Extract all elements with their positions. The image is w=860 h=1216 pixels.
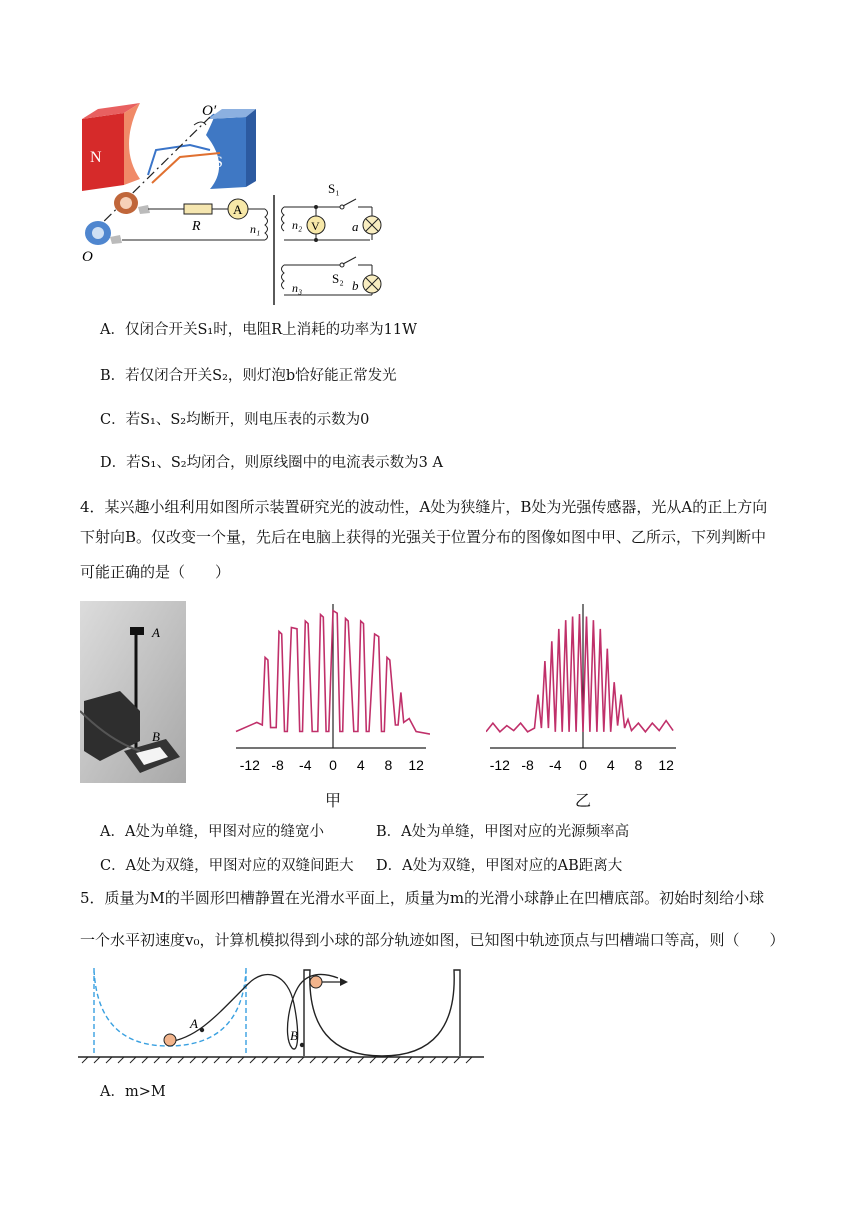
s-magnet [206, 114, 246, 189]
o-prime-label: O′ [202, 103, 217, 119]
yi-tick-label: 12 [658, 757, 674, 773]
n2-label: n₂ [292, 218, 303, 232]
photo-label-b: B [152, 729, 160, 744]
o-label: O [82, 249, 93, 265]
q4-stem-line3: 可能正确的是（ ） [80, 563, 231, 581]
q3-option-c[interactable]: C．若S₁、S₂均断开，则电压表的示数为0 [100, 412, 370, 428]
yi-tick-label: -8 [521, 757, 534, 773]
q5-option-a[interactable]: A．m>M [100, 1084, 166, 1100]
n3-label: n₃ [292, 281, 303, 295]
q4-stem-line1: 4．某兴趣小组利用如图所示装置研究光的波动性，A处为狭缝片，B处为光强传感器，光从A的正上方向 [80, 498, 768, 516]
trajectory-figure [78, 964, 484, 1066]
label-b: B [290, 1028, 298, 1043]
s2-label: S₂ [332, 271, 344, 286]
graph-yi [486, 600, 682, 780]
point-a [200, 1028, 204, 1032]
q3-option-d[interactable]: D．若S₁、S₂均闭合，则原线圈中的电流表示数为3 A [100, 455, 443, 471]
ball-initial [164, 1034, 176, 1046]
experiment-photo [80, 601, 186, 783]
graph-yi-caption: 乙 [575, 791, 592, 810]
point-b [300, 1043, 304, 1047]
r-label: R [192, 219, 201, 234]
q4-option-a[interactable]: A．A处为单缝，甲图对应的缝宽小 [100, 824, 324, 840]
yi-tick-label: 8 [634, 757, 643, 773]
jia-tick-label: 0 [329, 757, 337, 773]
yi-intensity-curve [486, 614, 673, 732]
label-a: A [190, 1016, 198, 1031]
b-label: b [352, 278, 359, 293]
n1-label: n₁ [250, 222, 261, 236]
resistor-r [184, 204, 212, 214]
q5-stem-line2: 一个水平初速度v₀，计算机模拟得到小球的部分轨迹如图，已知图中轨迹顶点与凹槽端口等高，则（ ） [80, 931, 785, 949]
a-label: a [352, 219, 359, 234]
graph-jia [230, 600, 430, 780]
jia-tick-label: 12 [408, 757, 424, 773]
yi-tick-label: 4 [606, 757, 615, 773]
jia-tick-label: 8 [384, 757, 393, 773]
jia-tick-label: -4 [299, 757, 312, 773]
photo-label-a: A [152, 625, 160, 640]
final-groove [304, 970, 460, 1056]
jia-tick-label: -8 [271, 757, 284, 773]
q3-option-a[interactable]: A．仅闭合开关S₁时，电阻R上消耗的功率为11W [100, 322, 417, 338]
graph-jia-caption: 甲 [325, 791, 342, 810]
n-label: N [90, 149, 102, 166]
generator-transformer-figure [60, 95, 410, 310]
ammeter-label: A [233, 202, 243, 217]
q5-stem-line1: 5．质量为M的半圆形凹槽静置在光滑水平面上，质量为m的光滑小球静止在凹槽底部。初始时刻给小球 [80, 889, 765, 907]
ball-top [310, 976, 322, 988]
q4-option-b[interactable]: B．A处为单缝，甲图对应的光源频率高 [376, 824, 630, 840]
n-magnet [82, 113, 124, 191]
s1-label: S₁ [328, 181, 340, 196]
q4-stem-line2: 下射向B。仅改变一个量，先后在电脑上获得的光强关于位置分布的图像如图中甲、乙所示，下列判断中 [80, 528, 767, 546]
q4-option-c[interactable]: C．A处为双缝，甲图对应的双缝间距大 [100, 858, 354, 874]
s-label: S [214, 154, 223, 171]
q3-option-b[interactable]: B．若仅闭合开关S₂，则灯泡b恰好能正常发光 [100, 368, 397, 384]
voltmeter-label: V [311, 219, 320, 233]
jia-tick-label: -12 [239, 757, 260, 773]
q4-option-d[interactable]: D．A处为双缝，甲图对应的AB距离大 [376, 858, 623, 874]
yi-tick-label: -4 [549, 757, 562, 773]
jia-tick-label: 4 [356, 757, 365, 773]
yi-tick-label: -12 [489, 757, 510, 773]
yi-tick-label: 0 [579, 757, 587, 773]
